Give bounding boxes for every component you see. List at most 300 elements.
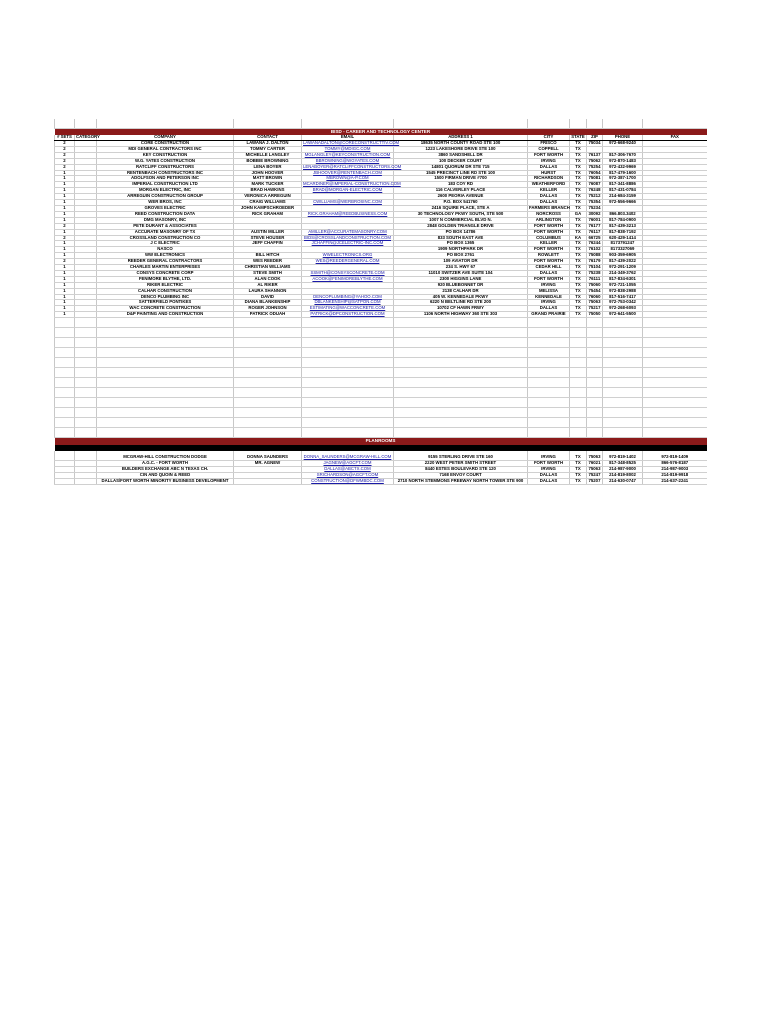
empty-cell xyxy=(302,378,394,388)
cell-email[interactable]: SSMITH@CONSYSCONCRETE.COM xyxy=(302,270,394,276)
empty-cell xyxy=(643,418,707,428)
empty-cell xyxy=(603,398,643,408)
empty-cell xyxy=(97,348,234,358)
empty-cell xyxy=(570,428,587,438)
cell-city: DALLAS xyxy=(528,164,570,170)
cell-address: PO BOX 1365 xyxy=(394,241,528,247)
cell-contact: ALAN COOK xyxy=(234,276,302,282)
cell-city: MELISSA xyxy=(528,288,570,294)
cell-company: BUILDERS EXCHANGE ABC N TEXAS CH. xyxy=(97,467,234,473)
empty-cell xyxy=(394,398,528,408)
cell-contact: MICHELLE LANGLEY xyxy=(234,152,302,158)
empty-cell xyxy=(643,358,707,368)
cell-phone: 8173327069 xyxy=(603,247,643,253)
cell-city: DALLAS xyxy=(528,472,570,478)
empty-cell xyxy=(603,378,643,388)
cell-email[interactable]: JBHOOVER@RENTENBACH.COM xyxy=(302,170,394,176)
cell-zip: 66725 xyxy=(587,235,603,241)
cell-email[interactable]: CWILLIAMS@WERBROSINC.COM xyxy=(302,200,394,206)
cell-contact: JEFF CHAFFIN xyxy=(234,241,302,247)
cell-email[interactable]: DONNA_SAUNDERS@MCGRAW-HILL.COM xyxy=(302,455,394,460)
cell-state: TX xyxy=(570,247,587,253)
cell-email[interactable]: WES@REEDERGENERAL.COM xyxy=(302,259,394,265)
cell-state: TX xyxy=(570,478,587,484)
cell-company: DMG MASONRY, INC xyxy=(97,217,234,223)
empty-cell xyxy=(234,418,302,428)
empty-cell xyxy=(528,398,570,408)
cell-phone: 972-268-6093 xyxy=(603,306,643,312)
cell-address: 116 CALVERLEY PLACE xyxy=(394,188,528,194)
cell-company: NASCO xyxy=(97,247,234,253)
cell-state: TX xyxy=(570,276,587,282)
empty-cell xyxy=(302,388,394,398)
empty-cell xyxy=(528,368,570,378)
cell-email[interactable]: ESTIMATING@WACCONCRETE.COM xyxy=(302,306,394,312)
empty-cell xyxy=(394,418,528,428)
empty-cell xyxy=(302,348,394,358)
empty-cell xyxy=(570,348,587,358)
cell-address: 1909 NORTHPARK DR xyxy=(394,247,528,253)
cell-state: TX xyxy=(570,472,587,478)
cell-state: TX xyxy=(570,200,587,206)
header-contact: CONTACT xyxy=(234,135,302,141)
cell-contact: ROGER JOHNSON xyxy=(234,306,302,312)
cell-phone: 817-341-8886 xyxy=(603,182,643,188)
cell-sets: 2 xyxy=(55,152,75,158)
header-city: CITY xyxy=(528,135,570,141)
cell-address: 2710 NORTH STEMMONS FREEWAY NORTH TOWER STE 900 xyxy=(394,478,528,484)
cell-company: REED CONSTRUCTION DATA xyxy=(97,211,234,217)
table-row xyxy=(55,312,707,318)
cell-contact: BILL HITCH xyxy=(234,253,302,259)
cell-state: TX xyxy=(570,182,587,188)
cell-address: 3860 SANDSHELL DR xyxy=(394,152,528,158)
cell-state: TX xyxy=(570,455,587,460)
cell-company: WAC CONCRETE CONSTRUCTION xyxy=(97,306,234,312)
cell-email[interactable]: PATRICK@DPCONSTRUCTION.COM xyxy=(302,312,394,318)
header-zip: ZIP xyxy=(587,135,603,141)
empty-row xyxy=(55,318,707,328)
spacer-row xyxy=(55,119,707,129)
cell-contact xyxy=(234,478,302,484)
empty-cell xyxy=(55,328,75,338)
cell-contact: STEVE HOUSER xyxy=(234,235,302,241)
cell-contact: JOHN HOOVER xyxy=(234,170,302,176)
header-fax: FAX xyxy=(643,135,707,141)
cell-email[interactable]: MCARDINER@IMPERIAL-CONSTRUCTION.COM xyxy=(303,181,401,187)
empty-cell xyxy=(394,338,528,348)
cell-address: PO BOX 2761 xyxy=(394,253,528,259)
cell-address: 2138 CALHAR DR xyxy=(394,288,528,294)
cell-sets: 1 xyxy=(55,200,75,206)
empty-row xyxy=(55,408,707,418)
empty-cell xyxy=(97,358,234,368)
cell-state: TX xyxy=(570,194,587,200)
cell-zip: 30092 xyxy=(587,211,603,217)
cell-email[interactable]: DBLANKENSHIP@SATPON.COM xyxy=(302,300,394,306)
cell-address: 100 DECKER COURT xyxy=(394,158,528,164)
header-company: COMPANY xyxy=(97,135,234,141)
cell-contact: MATT BROWN xyxy=(234,176,302,182)
empty-cell xyxy=(528,338,570,348)
header-sets: # SETS xyxy=(55,135,75,141)
empty-cell xyxy=(234,318,302,328)
cell-sets: 1 xyxy=(55,241,75,247)
cell-city: CEDAR HILL xyxy=(528,265,570,271)
cell-zip: 76179 xyxy=(587,259,603,265)
empty-row xyxy=(55,368,707,378)
cell-phone: 972-291-1209 xyxy=(603,265,643,271)
empty-cell xyxy=(603,428,643,438)
cell-phone: 972-387-1700 xyxy=(603,176,643,182)
cell-sets: 1 xyxy=(55,188,75,194)
cell-contact: LAWANA J. DALTON xyxy=(234,141,302,147)
cell-contact: STEVE SMITH xyxy=(234,270,302,276)
cell-email[interactable]: RICK.GRAHAM@REEDBUSINESS.COM xyxy=(302,211,394,217)
empty-cell xyxy=(587,318,603,328)
cell-phone: 214-349-3762 xyxy=(603,270,643,276)
cell-state: TX xyxy=(570,152,587,158)
cell-phone: 903-359-6905 xyxy=(603,253,643,259)
cell-email[interactable]: BRAD@MORGAN-ELECTRIC.COM xyxy=(302,188,394,194)
cell-address: 30 TECHNOLOGY PKWY SOUTH, STE 500 xyxy=(394,211,528,217)
cell-address: 11010 SWITZER AVE SUITE 104 xyxy=(394,270,528,276)
cell-contact: BRAD HAWKINS xyxy=(234,188,302,194)
cell-company: MCGRAW-HILL CONSTRUCTION DODGE xyxy=(97,455,234,460)
empty-cell xyxy=(587,398,603,408)
cell-city: KELLER xyxy=(528,241,570,247)
empty-cell xyxy=(234,348,302,358)
empty-cell xyxy=(587,328,603,338)
empty-cell xyxy=(75,398,97,408)
cell-city: DALLAS xyxy=(528,306,570,312)
empty-cell xyxy=(643,328,707,338)
cell-contact: LAURA SHANNON xyxy=(234,288,302,294)
cell-phone: 817-516-7417 xyxy=(603,294,643,300)
cell-city: KELLER xyxy=(528,188,570,194)
empty-cell xyxy=(570,328,587,338)
empty-cell xyxy=(528,408,570,418)
cell-contact: DIANA BLANKENSHIP xyxy=(234,300,302,306)
cell-fax: 214-637-2241 xyxy=(643,478,707,484)
cell-address: 1545 PRECINCT LINE RD STE 100 xyxy=(394,170,528,176)
empty-cell xyxy=(603,328,643,338)
empty-row xyxy=(55,328,707,338)
cell-email[interactable]: BBROWNING@WGYATES.COM xyxy=(302,158,394,164)
header-category: CATEGORY xyxy=(76,134,100,140)
cell-contact: CRAIG WILLIAMS xyxy=(234,200,302,206)
cell-phone: 972-838-2988 xyxy=(603,288,643,294)
cell-state: KA xyxy=(570,235,587,241)
empty-cell xyxy=(302,428,394,438)
cell-email[interactable]: SRICHARDSON@AGCFT.COM xyxy=(302,472,394,478)
cell-sets: 1 xyxy=(55,265,75,271)
cell-sets: 2 xyxy=(55,259,75,265)
empty-cell xyxy=(394,408,528,418)
cell-email[interactable]: TOMMY@MDIGC.COM xyxy=(302,146,394,152)
empty-row xyxy=(55,398,707,408)
cell-company: CIN AND QUOIN & REED xyxy=(97,472,234,478)
cell-address: 2220 WEST PETER SMITH STREET xyxy=(394,461,528,467)
cell-zip: 76111 xyxy=(587,276,603,282)
header-state: STATE xyxy=(571,134,585,140)
cell-contact: MARK TUCKER xyxy=(234,182,302,188)
empty-cell xyxy=(603,338,643,348)
empty-cell xyxy=(587,358,603,368)
empty-cell xyxy=(55,318,75,328)
cell-zip: 76021 xyxy=(587,461,603,467)
cell-phone: 972-819-1402 xyxy=(603,455,643,460)
cell-state: TX xyxy=(570,265,587,271)
empty-cell xyxy=(643,378,707,388)
cell-email[interactable]: LENABOYER@RATCLIFFCONSTRUCTORS.COM xyxy=(303,163,402,169)
empty-cell xyxy=(75,328,97,338)
cell-state: TX xyxy=(570,467,587,473)
empty-row xyxy=(55,428,707,438)
cell-state: TX xyxy=(570,270,587,276)
cell-zip: 75088 xyxy=(587,253,603,259)
cell-zip: 75217 xyxy=(587,306,603,312)
cell-city: FORT WORTH xyxy=(528,223,570,229)
empty-cell xyxy=(643,348,707,358)
cell-email[interactable]: LAWANADALTON@CORECONSTRUCTTIV.COM xyxy=(303,140,400,145)
cell-contact: AUSTIN MILLER xyxy=(234,229,302,235)
cell-phone: 817-306-7670 xyxy=(603,152,643,158)
empty-cell xyxy=(587,428,603,438)
cell-email[interactable]: JCHAFFIN@JCELECTRIC-INC.COM xyxy=(302,241,394,247)
empty-cell xyxy=(75,348,97,358)
cell-address: 234 S. HWY 67 xyxy=(394,265,528,271)
empty-cell xyxy=(55,388,75,398)
cell-address: 8440 ESTES BOULEVARD STE 120 xyxy=(394,467,528,473)
cell-email[interactable]: DENCOPLUMBING@YAHOO.COM xyxy=(302,294,394,300)
cell-fax: 866-576-8187 xyxy=(643,461,707,467)
empty-cell xyxy=(643,398,707,408)
empty-cell xyxy=(528,418,570,428)
empty-cell xyxy=(587,378,603,388)
cell-company: ARREGUIN CONSTRUCTION GROUP xyxy=(97,194,234,200)
cell-company: W.G. YATES CONSTRUCTION xyxy=(97,158,234,164)
cell-address: 14801 QUORUM DR STE 715 xyxy=(394,164,528,170)
cell-company: RIKER ELECTRIC xyxy=(97,282,234,288)
empty-row xyxy=(55,358,707,368)
table-body xyxy=(55,119,707,484)
cell-city: NORCROSS xyxy=(528,211,570,217)
cell-address: 2300 HIGGINS LANE xyxy=(394,276,528,282)
empty-cell xyxy=(528,318,570,328)
empty-cell xyxy=(75,368,97,378)
empty-cell xyxy=(55,368,75,378)
cell-state: TX xyxy=(570,223,587,229)
cell-zip: 76137 xyxy=(587,152,603,158)
cell-zip: 75062 xyxy=(587,158,603,164)
cell-email[interactable]: ACOOK@FENIMOREBLYTHE.COM xyxy=(302,276,394,282)
empty-cell xyxy=(75,408,97,418)
cell-phone: 620-429-1414 xyxy=(603,235,643,241)
cell-phone: 817-439-2022 xyxy=(603,259,643,265)
cell-email[interactable]: WWELECTRONICS.ORG xyxy=(302,253,394,259)
cell-zip: 76060 xyxy=(587,294,603,300)
cell-email[interactable]: MGLANGLEY@KEYCONSTRUCTION.COM xyxy=(302,152,394,158)
cell-phone: 972-870-1483 xyxy=(603,158,643,164)
cell-sets: 1 xyxy=(55,176,75,182)
header-address: ADDRESS 1 xyxy=(394,135,528,141)
cell-address: 7168 ENVOY COURT xyxy=(394,472,528,478)
cell-phone: 972-668-9240 xyxy=(603,141,643,147)
cell-category xyxy=(75,478,97,484)
empty-cell xyxy=(528,428,570,438)
cell-phone: 214-819-8002 xyxy=(603,472,643,478)
cell-city: COLUMBUS xyxy=(528,235,570,241)
empty-cell xyxy=(643,388,707,398)
empty-cell xyxy=(570,388,587,398)
empty-cell xyxy=(570,318,587,328)
cell-email[interactable]: MBROWN@A-P.COM xyxy=(302,176,394,182)
cell-state: GA xyxy=(570,211,587,217)
empty-cell xyxy=(75,428,97,438)
empty-cell xyxy=(394,348,528,358)
empty-cell xyxy=(570,418,587,428)
cell-phone: 817-479-1600 xyxy=(603,170,643,176)
cell-zip: 76054 xyxy=(587,170,603,176)
cell-email[interactable]: CONSTRUCTION@DFWMBDC.COM xyxy=(302,478,394,484)
empty-cell xyxy=(75,338,97,348)
cell-company: CORE CONSTRUCTION xyxy=(97,141,234,147)
empty-cell xyxy=(394,368,528,378)
cell-state: TX xyxy=(570,146,587,152)
empty-cell xyxy=(55,398,75,408)
cell-company: WW ELECTRONICS xyxy=(97,253,234,259)
cell-fax: 214-819-9918 xyxy=(643,472,707,478)
cell-contact: AL RIKER xyxy=(234,282,302,288)
empty-cell xyxy=(570,398,587,408)
cell-company: GROVES ELECTRIC xyxy=(97,205,234,211)
empty-cell xyxy=(643,368,707,378)
cell-city: IRVING xyxy=(528,467,570,473)
empty-cell xyxy=(55,408,75,418)
cell-address: PO BOX 14786 xyxy=(394,229,528,235)
empty-cell xyxy=(75,418,97,428)
empty-cell xyxy=(97,318,234,328)
empty-cell xyxy=(75,388,97,398)
cell-address: 1007 N COMMERCIAL BLVD N. xyxy=(394,217,528,223)
empty-row xyxy=(55,338,707,348)
empty-cell xyxy=(394,328,528,338)
cell-phone: 8173791247 xyxy=(603,241,643,247)
empty-row xyxy=(55,418,707,428)
empty-cell xyxy=(603,368,643,378)
cell-phone: 817-431-0784 xyxy=(603,188,643,194)
cell-phone: 972-556-9666 xyxy=(603,200,643,206)
cell-zip: 75354 xyxy=(587,200,603,206)
header-phone: PHONE xyxy=(603,135,643,141)
cell-phone: 972-432-9969 xyxy=(603,164,643,170)
cell-address: 405 W. KENNEDALE PKWY xyxy=(394,294,528,300)
cell-email[interactable]: JAGNEW@AGCFT.COM xyxy=(302,461,394,467)
cell-sets xyxy=(55,478,75,484)
cell-phone: 817-834-6301 xyxy=(603,276,643,282)
empty-cell xyxy=(570,338,587,348)
cell-address: 1106 NORTH HIGHWAY 360 STE 303 xyxy=(394,312,528,318)
empty-cell xyxy=(55,358,75,368)
cell-fax: 972-819-1409 xyxy=(643,455,707,460)
cell-sets: 1 xyxy=(55,300,75,306)
cell-city: IRVING xyxy=(528,455,570,460)
cell-company: CROSSLAND CONSTRUCTION CO xyxy=(97,235,234,241)
cell-address: 2848 GOLDEN TRIANGLE DRIVE xyxy=(394,223,528,229)
cell-sets: 1 xyxy=(55,294,75,300)
cell-sets: 1 xyxy=(55,205,75,211)
cell-company: ACCURATE MASONRY OF TX xyxy=(97,229,234,235)
cell-state: TX xyxy=(570,288,587,294)
cell-phone: 866.803.3402 xyxy=(603,211,643,217)
empty-cell xyxy=(234,388,302,398)
empty-cell xyxy=(587,388,603,398)
empty-cell xyxy=(234,358,302,368)
cell-sets: 1 xyxy=(55,270,75,276)
cell-state: TX xyxy=(570,158,587,164)
cell-email[interactable]: BIDS@CROSSLANDCONSTRUCTION.COM xyxy=(302,235,394,241)
empty-cell xyxy=(75,378,97,388)
cell-city: ARLINGTON xyxy=(528,217,570,223)
cell-sets: 1 xyxy=(55,288,75,294)
cell-email[interactable]: DALLAS@ABCTX.COM xyxy=(302,467,394,473)
empty-cell xyxy=(97,368,234,378)
empty-cell xyxy=(570,378,587,388)
cell-state: TX xyxy=(570,188,587,194)
cell-city: FORT WORTH xyxy=(528,229,570,235)
cell-state: TX xyxy=(570,282,587,288)
empty-cell xyxy=(603,318,643,328)
cell-company: MDI GENERAL CONTRACTORS INC xyxy=(97,146,234,152)
empty-cell xyxy=(234,408,302,418)
planrooms-title-row xyxy=(55,438,707,446)
cell-city: FORT WORTH xyxy=(528,247,570,253)
empty-cell xyxy=(603,418,643,428)
empty-cell xyxy=(570,368,587,378)
cell-city: RICHARDSON xyxy=(528,176,570,182)
cell-zip: 76244 xyxy=(587,241,603,247)
cell-sets: 1 xyxy=(55,276,75,282)
cell-zip: 75063 xyxy=(587,467,603,473)
cell-company: DALLAS/FORT WORTH MINORITY BUSINESS DEVELOPMENT xyxy=(97,478,234,484)
cell-company: KEY CONSTRUCTION xyxy=(97,152,234,158)
cell-company: RATCLIFF CONSTRUCTORS xyxy=(97,164,234,170)
cell-zip: 75212 xyxy=(587,194,603,200)
cell-city: HURST xyxy=(528,170,570,176)
cell-sets: 1 xyxy=(55,253,75,259)
empty-cell xyxy=(603,358,643,368)
empty-cell xyxy=(75,358,97,368)
cell-phone: 972-641-5500 xyxy=(603,312,643,318)
empty-cell xyxy=(55,378,75,388)
cell-company: A.G.C. - FORT WORTH xyxy=(97,461,234,467)
cell-company: ADOLFSON AND PETERSON INC xyxy=(97,176,234,182)
cell-company: CHARLES MARTIN ENTERPRISES xyxy=(97,265,234,271)
empty-cell xyxy=(55,348,75,358)
cell-zip: 75238 xyxy=(587,270,603,276)
cell-company: MORGAN ELECTRIC, INC xyxy=(97,188,234,194)
cell-company: D&P PAINTING AND CONSTRUCTION xyxy=(97,312,234,318)
cell-zip: 75104 xyxy=(587,265,603,271)
cell-address: 10702 CF HAWN FRWY xyxy=(394,306,528,312)
empty-cell xyxy=(234,428,302,438)
cell-email[interactable]: AMILLER@ACCURATEMASONRY.COM xyxy=(302,229,394,235)
cell-city: WEATHERFORD xyxy=(528,182,570,188)
empty-cell xyxy=(302,418,394,428)
cell-zip: 75454 xyxy=(587,288,603,294)
cell-phone: 214-987-9000 xyxy=(603,467,643,473)
